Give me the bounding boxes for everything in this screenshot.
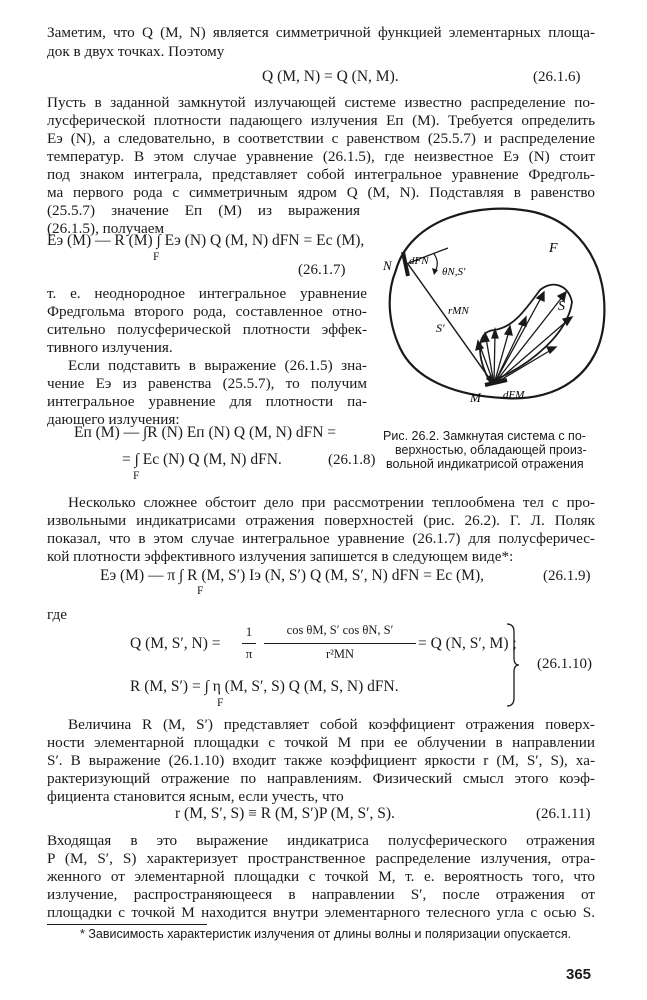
equation-number: (26.1.8) (328, 452, 376, 468)
text-line: ма первого рода с симметричным ядром Q (M, N). Подставляя в равенство (47, 184, 595, 201)
equation-26-1-11: r (M, S′, S) ≡ R (M, S′)P (M, S′, S). (175, 805, 395, 822)
text-line: S′. В выражение (26.1.10) входит также коэффициент яркости r (M, S′, S), ха- (47, 752, 595, 769)
text-line: Заметим, что Q (M, N) является симметричной функцией элементарных площа- (47, 24, 595, 41)
equation-26-1-7: Eэ (M) — R (M) ∫ Eэ (N) Q (M, N) dFN = Ec (M), (47, 232, 365, 249)
text-line: извольными индикатрисами отражения поверхностей (рис. 26.2). Г. Л. Поляк (47, 512, 595, 529)
equation-number: (26.1.6) (533, 69, 581, 85)
text-line: чение Eэ из равенства (25.5.7), то получим (47, 375, 367, 392)
fraction-numerator: 1 (245, 624, 253, 639)
text-line: Пусть в заданной замкнутой излучающей системе известно распределение по- (47, 94, 595, 111)
label-f: F (549, 241, 558, 256)
equation-26-1-6: Q (M, N) = Q (N, M). (262, 68, 399, 85)
equation-26-1-10-second: R (M, S′) = ∫ η (M, S′, S) Q (M, S, N) dFN. (130, 678, 399, 695)
text-line: сительно полусферической плотности эффек- (47, 321, 367, 338)
text-line: (26.1.5), получаем (47, 220, 165, 237)
text-line: док в двух точках. Поэтому (47, 43, 225, 60)
text-line: температур. В этом случае уравнение (26.1.5), где неизвестное Eэ (N) стоит (47, 148, 595, 165)
text-line: P (M, S′, S) характеризует пространственное распределение излучения, отра- (47, 850, 595, 867)
text-line: дающего излучения: (47, 411, 180, 428)
text-line: Фредгольма второго рода, составленное отно- (47, 303, 367, 320)
fraction-denominator: r²MN (325, 647, 355, 661)
equation-number: (26.1.10) (537, 656, 592, 672)
text-line: ности элементарной площадки с точкой M при ее облучении в направлении (47, 734, 595, 751)
integral-subscript: F (133, 470, 140, 482)
label-m: M (470, 390, 481, 405)
text-line: Eэ (N), а следовательно, в соответствии с равенством (25.5.7) и распределение (47, 130, 595, 147)
text-line: т. е. неоднородное интегральное уравнение (47, 285, 367, 302)
text-line: (25.5.7) значение Eп (M) из выражения (47, 202, 360, 219)
fraction-numerator: cos θM, S′ cos θN, S′ (286, 623, 394, 637)
equation-26-1-10-lhs: Q (M, S′, N) = (130, 635, 221, 652)
figure-caption-line: Рис. 26.2. Замкнутая система с по- (383, 429, 586, 443)
label-dfm: dFM (503, 389, 525, 401)
footnote-rule (47, 924, 207, 925)
integral-subscript: F (217, 697, 224, 709)
equation-26-1-9: Eэ (M) — π ∫ R (M, S′) Iэ (N, S′) Q (M, S′, N) dFN = Ec (M), (100, 567, 484, 584)
figure-closed-system (372, 192, 612, 418)
figure-caption-line: верхностью, обладающей произ- (395, 443, 587, 457)
label-s-prime: S′ (436, 321, 445, 335)
figure-caption-line: вольной индикатрисой отражения (386, 457, 584, 471)
equation-26-1-8-line-1: Eп (M) — ∫R (N) Eп (N) Q (M, N) dFN = (74, 424, 337, 441)
angle-arrowhead (432, 268, 438, 275)
label-n: N (383, 258, 392, 273)
label-s: S (558, 299, 565, 314)
page-number: 365 (566, 966, 592, 983)
integral-subscript: F (153, 251, 160, 263)
text-line: Входящая в это выражение индикатриса полусферического отражения (47, 832, 595, 849)
equation-26-1-8-line-2: = ∫ Ec (N) Q (M, N) dFN. (122, 451, 282, 468)
text-line: лусферической плотности падающего излучения Eп (M). Требуется определить (47, 112, 595, 129)
area-element-dfm (485, 380, 507, 385)
text-line: кой плотности эффективного излучения запишется в следующем виде*: (47, 548, 514, 565)
right-brace (505, 622, 521, 708)
footnote: * Зависимость характеристик излучения от длины волны и поляризации опускается. (80, 927, 572, 941)
equation-number: (26.1.9) (543, 568, 591, 584)
text-line: показал, что в этом случае интегральное уравнение (26.1.7) для полусферичес- (47, 530, 595, 547)
integral-subscript: F (197, 585, 204, 597)
text-line: тивного излучения. (47, 339, 173, 356)
fraction-bar (264, 643, 416, 644)
fraction-denominator: π (245, 646, 253, 661)
text-line: Несколько сложнее обстоит дело при рассмотрении теплообмена тел с про- (68, 494, 595, 511)
equation-number: (26.1.11) (536, 806, 591, 822)
text-line: женного от элементарной площадки с точкой M, т. е. вероятность того, что (47, 868, 595, 885)
label-dfn: dFN (409, 255, 429, 267)
text-line: фициента становится ясным, если учесть, что (47, 788, 344, 805)
text-line: интегральное уравнение для плотности па- (47, 393, 367, 410)
ray-rmn (408, 264, 492, 382)
text-line: излучение, распространяющееся в направлении S′, после отражения от (47, 886, 595, 903)
equation-26-1-10-rhs: = Q (N, S′, M) ; (418, 635, 517, 652)
equation-number: (26.1.7) (298, 262, 346, 278)
text-line: площадки с точкой M находится внутри элементарного телесного угла с осью S. (47, 904, 595, 921)
text-line: где (47, 606, 67, 623)
label-theta: θN,S′ (442, 266, 466, 278)
label-rmn: rMN (448, 305, 469, 317)
text-line: рактеризующий отражение по направлениям. Физический смысл этого коэф- (47, 770, 595, 787)
text-line: Величина R (M, S′) представляет собой коэффициент отражения поверх- (68, 716, 595, 733)
text-line: Если подставить в выражение (26.1.5) зна- (68, 357, 367, 374)
fraction-bar (242, 643, 256, 644)
text-line: под знаком интеграла, представляет собой интегральное уравнение Фредголь- (47, 166, 595, 183)
